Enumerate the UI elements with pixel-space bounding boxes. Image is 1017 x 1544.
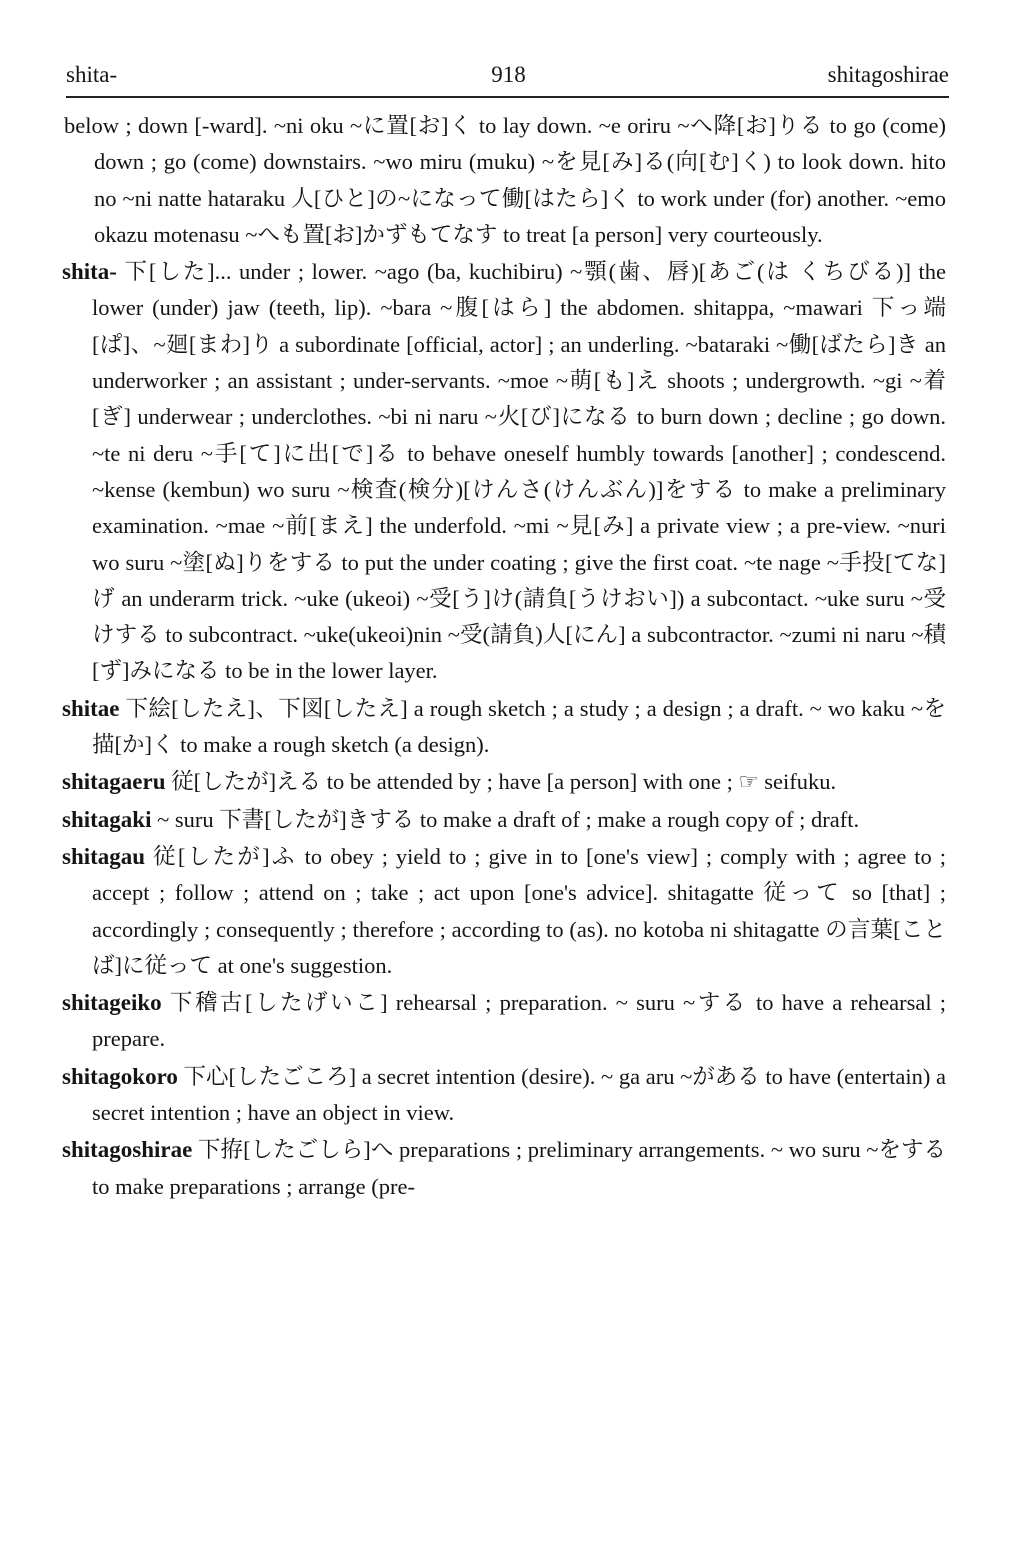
- entry-text: 従[したが]ふ to obey ; yield to ; give in to [one's view] ; comply with ; agree to ; accept ; follow ; attend on ; take ; act upon [one's advice]. shitagatte 従って so [that] ; accordingly ; consequently ; therefore ; according to (as). no kotoba ni shitagatte の言葉[ことば]に従って at one's suggestion.: [92, 843, 946, 978]
- headword: shitae: [62, 695, 120, 721]
- header-rule: [66, 96, 949, 98]
- entry-shitagaki: [62, 802, 946, 838]
- entry-shitagau: [62, 839, 946, 984]
- entry-text: ~ suru 下書[したが]きする to make a draft of ; make a rough copy of ; draft.: [157, 806, 860, 832]
- entry-text: 下心[したごころ] a secret intention (desire). ~ ga aru ~がある to have (entertain) a secret intention ; have an object in view.: [92, 1063, 946, 1126]
- entry-continuation: [62, 108, 946, 253]
- headword: shitagau: [62, 843, 146, 869]
- headword: shita-: [62, 259, 117, 285]
- entry-shitae: [62, 691, 946, 764]
- running-head-right: shitagoshirae: [827, 62, 949, 87]
- entry-shitagaeru: [62, 764, 946, 800]
- entry-text: 従[したが]える to be attended by ; have [a person] with one ; ☞ seifuku.: [171, 769, 837, 795]
- headword: shitageiko: [62, 990, 162, 1016]
- entry-text: below ; down [-ward]. ~ni oku ~に置[お]く to lay down. ~e oriru ~へ降[お]りる to go (come) down ; go (come) downstairs. ~wo miru (muku) ~を見[み]る(向[む]く) to look down. hito no ~ni natte hataraku 人[ひと]の~になって働[はたら]く to work under (for) another. ~emo okazu motenasu ~へも置[お]かずもてなす to treat [a person] very courteously.: [64, 113, 946, 247]
- page-number: 918: [491, 62, 526, 87]
- headword: shitagaki: [62, 806, 152, 832]
- entry-shitageiko: [62, 985, 946, 1058]
- running-head-left: shita-: [66, 62, 118, 87]
- dictionary-body: [62, 108, 946, 1206]
- entry-text: 下[した]... under ; lower. ~ago (ba, kuchibiru) ~顎(歯、唇)[あご(は くちびる)] the lower (under) jaw (teeth, lip). ~bara ~腹[はら] the abdomen. shitappa, ~mawari 下っ端[ぱ]、~廻[まわ]り a subordinate [official, actor] ; an underling. ~bataraki ~働[ばたら]き an underworker ; an assistant ; under-servants. ~moe ~萌[も]え shoots ; undergrowth. ~gi ~着[ぎ] underwear ; underclothes. ~bi ni naru ~火[び]になる to burn down ; decline ; go down. ~te ni deru ~手[て]に出[で]る to behave oneself humbly towards [another] ; condescend. ~kense (kembun) wo suru ~検査(検分)[けんさ(けんぶん)]をする to make a preliminary examination. ~mae ~前[まえ] the underfold. ~mi ~見[み] a private view ; a pre-view. ~nuri wo suru ~塗[ぬ]りをする to put the under coating ; give the first coat. ~te nage ~手投[てな]げ an underarm trick. ~uke (ukeoi) ~受[う]け(請負[うけおい]) a subcontact. ~uke suru ~受けする to subcontract. ~uke(ukeoi)nin ~受(請負)人[にん] a subcontractor. ~zumi ni naru ~積[ず]みになる to be in the lower layer.: [92, 259, 947, 684]
- headword: shitagokoro: [62, 1063, 178, 1089]
- entry-text: 下絵[したえ]、下図[したえ] a rough sketch ; a study ; a design ; a draft. ~ wo kaku ~を描[か]く to make a rough sketch (a design).: [92, 695, 947, 758]
- entry-text: 下拵[したごしら]へ preparations ; preliminary arrangements. ~ wo suru ~をする to make preparations ; arrange (pre-: [92, 1137, 947, 1199]
- headword: shitagoshirae: [62, 1137, 193, 1163]
- entry-shita: [62, 254, 946, 690]
- headword: shitagaeru: [62, 769, 166, 795]
- entry-shitagoshirae: [62, 1132, 946, 1205]
- entry-text: 下稽古[したげいこ] rehearsal ; preparation. ~ suru ~する to have a rehearsal ; prepare.: [92, 990, 947, 1052]
- entry-shitagokoro: [62, 1059, 946, 1132]
